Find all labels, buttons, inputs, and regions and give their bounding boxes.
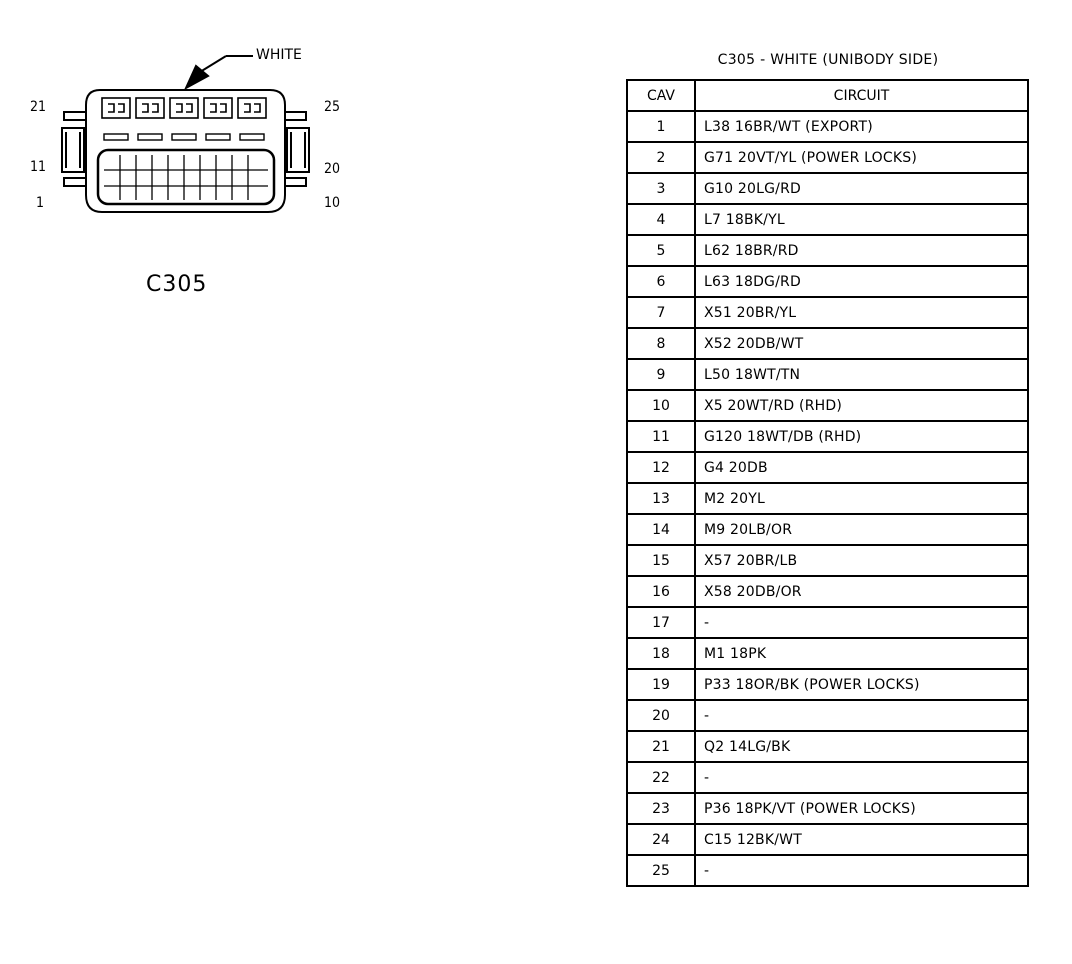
table-row — [627, 204, 1028, 235]
table-row — [627, 700, 1028, 731]
table-row — [627, 421, 1028, 452]
cav-cell: 7 — [627, 297, 695, 328]
circuit-cell: G10 20LG/RD — [695, 173, 1028, 204]
circuit-cell: M2 20YL — [695, 483, 1028, 514]
header-cav: CAV — [627, 80, 695, 111]
pin-label-bottom-left: 1 — [36, 195, 45, 211]
table-header-row — [627, 80, 1028, 111]
table-row — [627, 142, 1028, 173]
cav-cell: 2 — [627, 142, 695, 173]
header-circuit: CIRCUIT — [695, 80, 1028, 111]
table-row — [627, 669, 1028, 700]
cav-cell: 24 — [627, 824, 695, 855]
circuit-cell: L50 18WT/TN — [695, 359, 1028, 390]
table-row — [627, 731, 1028, 762]
table-row — [627, 545, 1028, 576]
left-latch-lower — [64, 178, 86, 186]
cav-cell: 8 — [627, 328, 695, 359]
cav-cell: 17 — [627, 607, 695, 638]
cav-cell: 18 — [627, 638, 695, 669]
connector-name-label: C305 — [146, 272, 208, 297]
cav-cell: 15 — [627, 545, 695, 576]
table-row — [627, 576, 1028, 607]
mid-slots-row — [104, 134, 264, 140]
cav-cell: 5 — [627, 235, 695, 266]
right-latch-upper — [285, 112, 306, 120]
table-row — [627, 514, 1028, 545]
circuit-cell: M9 20LB/OR — [695, 514, 1028, 545]
connector-color-callout: WHITE — [256, 47, 302, 63]
circuit-cell: - — [695, 700, 1028, 731]
table-row — [627, 824, 1028, 855]
cav-cell: 10 — [627, 390, 695, 421]
right-latch-lower — [285, 178, 306, 186]
pin-label-top-left: 21 — [30, 99, 47, 115]
cav-cell: 19 — [627, 669, 695, 700]
left-latch-upper — [64, 112, 86, 120]
circuit-cell: L62 18BR/RD — [695, 235, 1028, 266]
circuit-cell: G120 18WT/DB (RHD) — [695, 421, 1028, 452]
table-row — [627, 762, 1028, 793]
pin-label-top-right: 25 — [324, 99, 341, 115]
circuit-cell: X58 20DB/OR — [695, 576, 1028, 607]
table-row — [627, 452, 1028, 483]
circuit-cell: - — [695, 607, 1028, 638]
cav-cell: 3 — [627, 173, 695, 204]
cav-cell: 13 — [627, 483, 695, 514]
circuit-cell: Q2 14LG/BK — [695, 731, 1028, 762]
cav-cell: 20 — [627, 700, 695, 731]
cav-cell: 21 — [627, 731, 695, 762]
cav-cell: 12 — [627, 452, 695, 483]
cav-cell: 9 — [627, 359, 695, 390]
table-title: C305 - WHITE (UNIBODY SIDE) — [717, 52, 939, 68]
cav-cell: 1 — [627, 111, 695, 142]
table-row — [627, 266, 1028, 297]
table-row — [627, 390, 1028, 421]
circuit-cell: G71 20VT/YL (POWER LOCKS) — [695, 142, 1028, 173]
table-row — [627, 359, 1028, 390]
lower-cavity-rows — [104, 155, 268, 200]
circuit-cell: P33 18OR/BK (POWER LOCKS) — [695, 669, 1028, 700]
circuit-cell: X57 20BR/LB — [695, 545, 1028, 576]
top-row-cavities — [102, 98, 266, 118]
pin-label-mid-right: 20 — [324, 161, 341, 177]
cav-cell: 11 — [627, 421, 695, 452]
cav-cell: 6 — [627, 266, 695, 297]
table-row — [627, 855, 1028, 886]
circuit-cell: - — [695, 855, 1028, 886]
pinout-table-body — [627, 111, 1028, 886]
circuit-cell: M1 18PK — [695, 638, 1028, 669]
pin-label-bottom-right: 10 — [324, 195, 341, 211]
circuit-cell: P36 18PK/VT (POWER LOCKS) — [695, 793, 1028, 824]
circuit-cell: L7 18BK/YL — [695, 204, 1028, 235]
table-row — [627, 638, 1028, 669]
circuit-cell: C15 12BK/WT — [695, 824, 1028, 855]
circuit-cell: L63 18DG/RD — [695, 266, 1028, 297]
circuit-cell: G4 20DB — [695, 452, 1028, 483]
circuit-cell: L38 16BR/WT (EXPORT) — [695, 111, 1028, 142]
cav-cell: 4 — [627, 204, 695, 235]
pin-label-mid-left: 11 — [30, 159, 47, 175]
circuit-cell: - — [695, 762, 1028, 793]
cav-cell: 25 — [627, 855, 695, 886]
table-row — [627, 483, 1028, 514]
table-row — [627, 793, 1028, 824]
table-row — [627, 111, 1028, 142]
table-row — [627, 607, 1028, 638]
circuit-cell: X51 20BR/YL — [695, 297, 1028, 328]
table-row — [627, 173, 1028, 204]
circuit-cell: X5 20WT/RD (RHD) — [695, 390, 1028, 421]
cav-cell: 16 — [627, 576, 695, 607]
cav-cell: 14 — [627, 514, 695, 545]
callout-leader-diagonal — [200, 56, 226, 72]
table-row — [627, 297, 1028, 328]
cav-cell: 23 — [627, 793, 695, 824]
circuit-cell: X52 20DB/WT — [695, 328, 1028, 359]
table-row — [627, 235, 1028, 266]
pinout-table — [626, 79, 1029, 887]
table-row — [627, 328, 1028, 359]
cav-cell: 22 — [627, 762, 695, 793]
